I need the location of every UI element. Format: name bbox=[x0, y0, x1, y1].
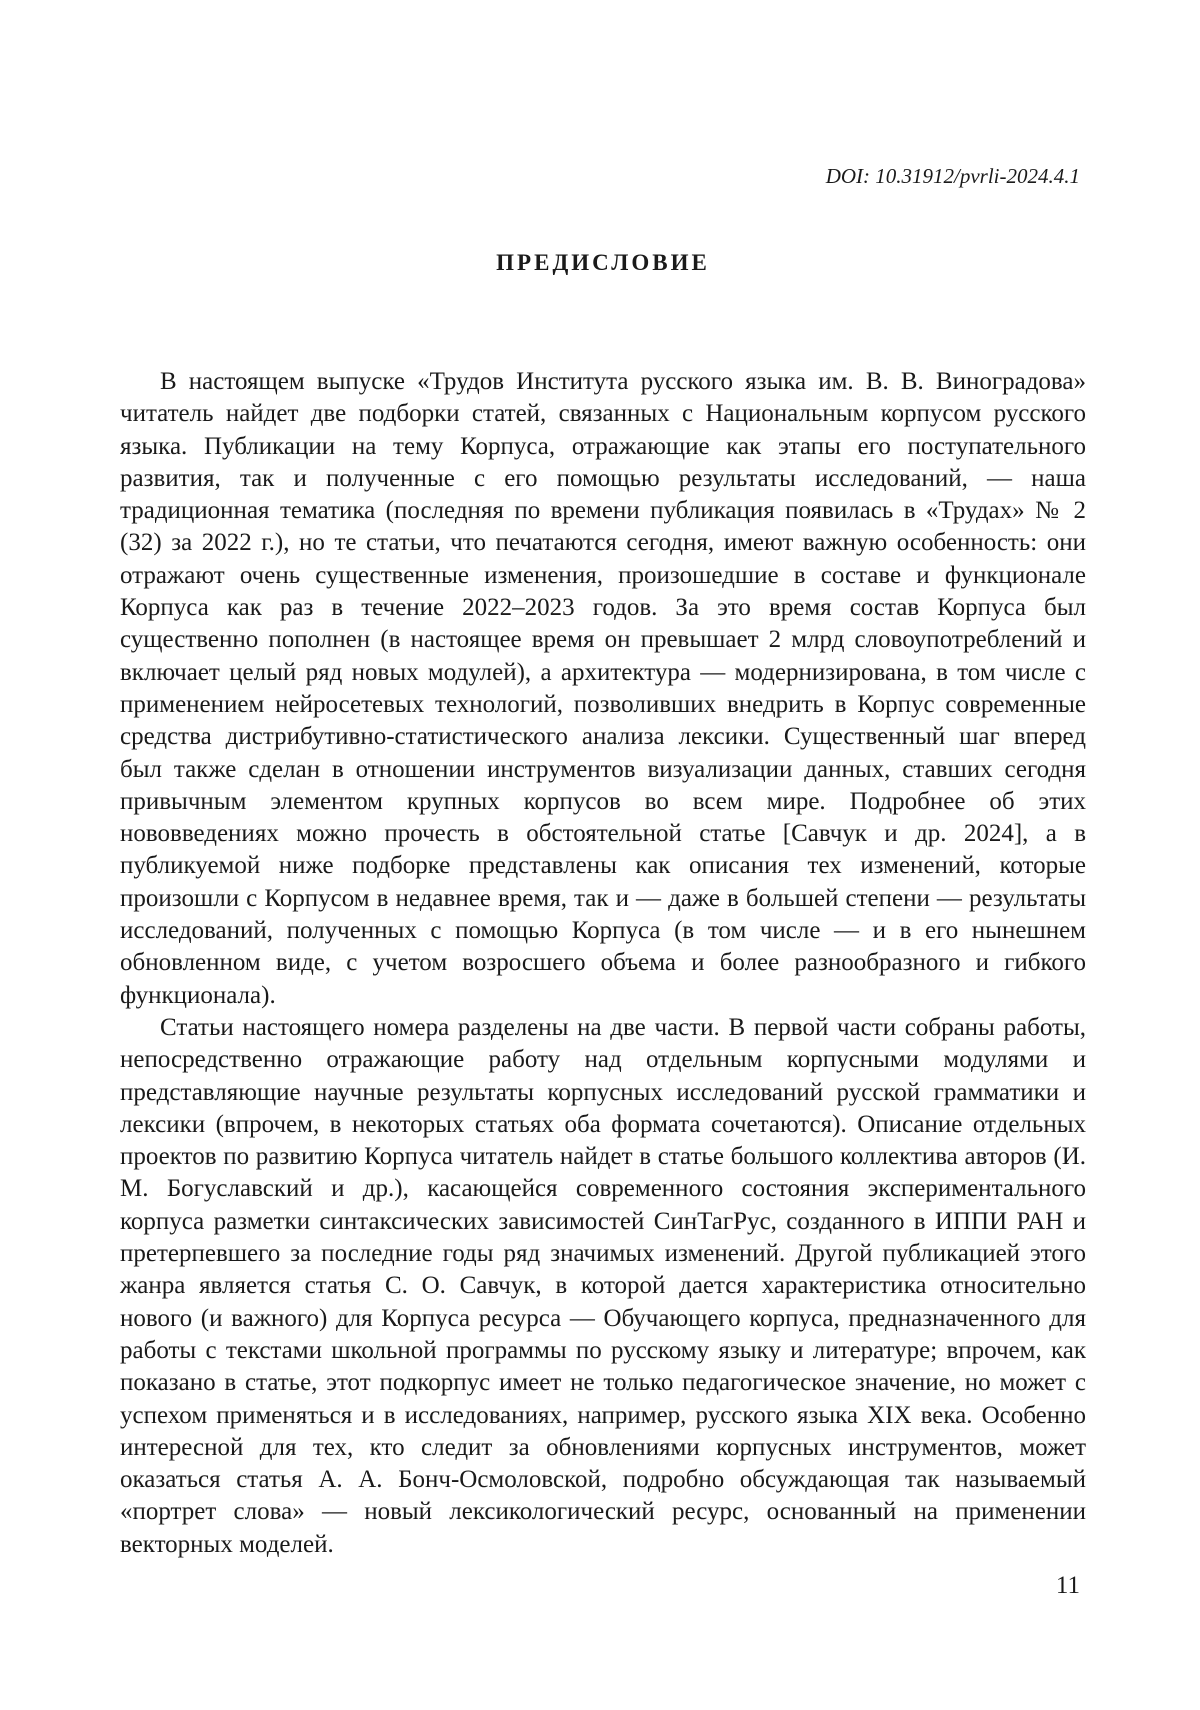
page-title: ПРЕДИСЛОВИЕ bbox=[496, 250, 710, 275]
page-number: 11 bbox=[1055, 1572, 1080, 1599]
paragraph: В настоящем выпуске «Трудов Института русского языка им. В. В. Виноградова» читатель найдет две подборки статей, связанных с Национальным корпусом русского языка. Публикации на тему Корпуса, отражающие как этапы его поступательного развития, так и полученные с его помощью результаты исследований, — наша традиционная тематика (последняя по времени публикация появилась в «Трудах» № 2 (32) за 2022 г.), но те статьи, что печатаются сегодня, имеют важную особенность: они отражают очень существенные изменения, произошедшие в составе и функционале Корпуса как раз в течение 2022–2023 годов. За это время состав Корпуса был существенно пополнен (в настоящее время он превышает 2 млрд словоупотреблений и включает целый ряд новых модулей), а архитектура — модернизирована, в том числе с применением нейросетевых технологий, позволивших внедрить в Корпус современные средства дистрибутивно-статистического анализа лексики. Существенный шаг вперед был также сделан в отношении инструментов визуализации данных, ставших сегодня привычным элементом крупных корпусов во всем мире. Подробнее об этих нововведениях можно прочесть в обстоятельной статье [Савчук и др. 2024], а в публикуемой ниже подборке представлены как описания тех изменений, которые произошли с Корпусом в недавнее время, так и — даже в большей степени — результаты исследований, полученных с помощью Корпуса (в том числе — и в его нынешнем обновленном виде, с учетом возросшего объема и более разнообразного и гибкого функционала). bbox=[120, 368, 1086, 1009]
paragraph: Статьи настоящего номера разделены на две части. В первой части собраны работы, непосредственно отражающие работу над отдельным корпусными модулями и представляющие научные результаты корпусных исследований русской грамматики и лексики (впрочем, в некоторых статьях оба формата сочетаются). Описание отдельных проектов по развитию Корпуса читатель найдет в статье большого коллектива авторов (И. М. Богуславский и др.), касающейся современного состояния экспериментального корпуса разметки синтаксических зависимостей СинТагРус, созданного в ИППИ РАН и претерпевшего за последние годы ряд значимых изменений. Другой публикацией этого жанра является статья С. О. Савчук, в которой дается характеристика относительно нового (и важного) для Корпуса ресурса — Обучающего корпуса, предназначенного для работы с текстами школьной программы по русскому языку и литературе; впрочем, как показано в статье, этот подкорпус имеет не только педагогическое значение, но может с успехом применяться и в исследованиях, например, русского языка XIX века. Особенно интересной для тех, кто следит за обновлениями корпусных инструментов, может оказаться статья А. А. Бонч-Осмоловской, подробно обсуждающая так называемый «портрет слова» — новый лексикологический ресурс, основанный на применении векторных моделей. bbox=[120, 1013, 1086, 1558]
doi-line: DOI: 10.31912/pvrli-2024.4.1 bbox=[825, 164, 1080, 188]
article-body bbox=[120, 366, 1086, 1561]
